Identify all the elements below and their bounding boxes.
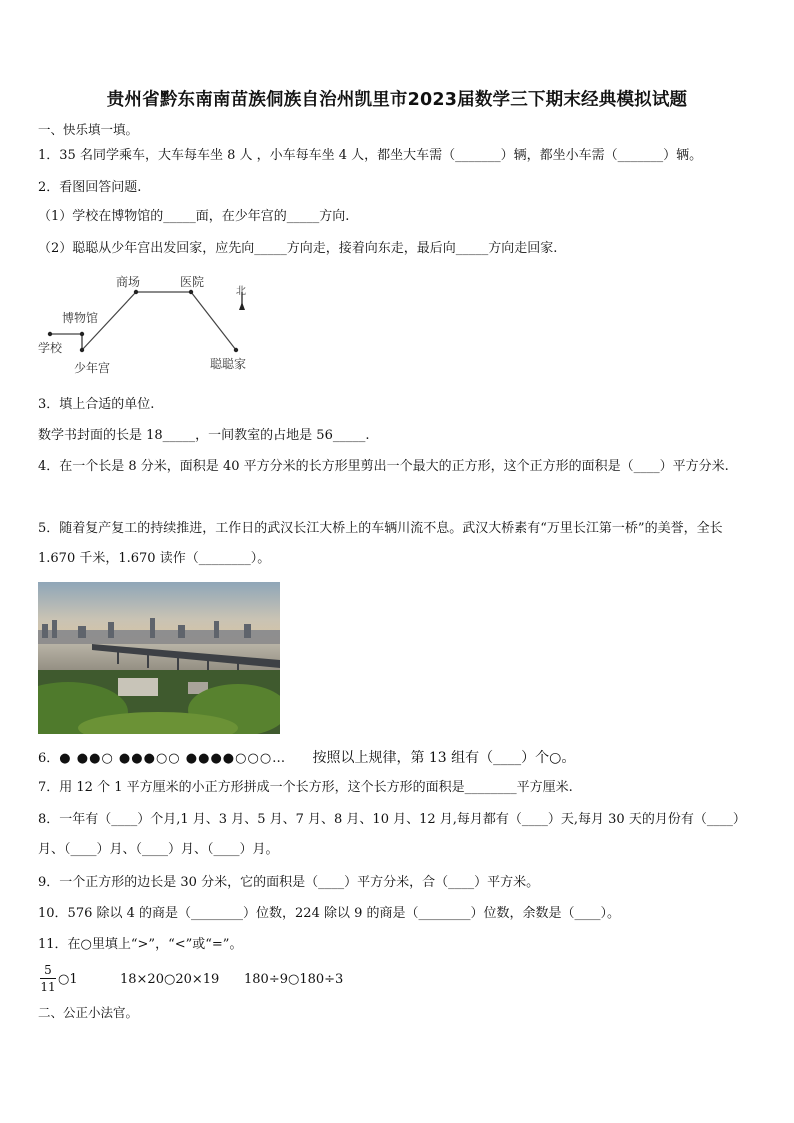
bridge-photo	[38, 582, 280, 734]
compare-c: 180÷9○180÷3	[244, 972, 344, 987]
map-label-youth-palace: 少年宫	[74, 361, 111, 375]
map-label-home: 聪聪家	[210, 357, 247, 371]
map-label-north: 北	[236, 286, 246, 297]
route-map	[36, 272, 266, 384]
fraction-5-11	[40, 963, 56, 994]
question-10: 10．576 除以 4 的商是（________）位数，224 除以 9 的商是（________）位数，余数是（____）。	[38, 906, 621, 921]
map-route-line-main	[82, 292, 236, 350]
fraction-denominator: 11	[40, 980, 56, 994]
section-1-heading: 一、快乐填一填。	[38, 122, 139, 137]
page-title: 贵州省黔东南南苗族侗族自治州凯里市2023届数学三下期末经典模拟试题	[106, 90, 688, 110]
home-point	[234, 348, 238, 352]
question-4: 4．在一个长是 8 分米，面积是 40 平方分米的长方形里剪出一个最大的正方形，这个正方形的面积是（____）平方分米.	[38, 459, 729, 474]
map-label-hospital: 医院	[180, 275, 205, 289]
question-6	[38, 750, 575, 767]
north-arrow-icon	[236, 285, 246, 310]
question-3-text: 数学书封面的长是 18_____，一间教室的占地是 56_____.	[38, 428, 370, 443]
map-label-school: 学校	[38, 341, 63, 355]
question-2-part-2: （2）聪聪从少年宫出发回家，应先向_____方向走，接着向东走，最后向_____方向走回家.	[38, 241, 558, 256]
question-7: 7．用 12 个 1 平方厘米的小正方形拼成一个长方形，这个长方形的面积是________平方厘米.	[38, 780, 573, 795]
compare-b: 18×20○20×19	[120, 972, 220, 987]
fraction-numerator: 5	[44, 963, 52, 977]
question-2-part-1: （1）学校在博物馆的_____面，在少年宫的_____方向.	[38, 209, 350, 224]
youth-palace-point	[80, 348, 84, 352]
question-11: 11．在○里填上“>”，“<”或“=”。	[38, 937, 243, 952]
question-8: 8．一年有（____）个月,1 月、3 月、5 月、7 月、8 月、10 月、12 月,每月都有（____）天,每月 30 天的月份有（____）月、（____）月、（____）月、（____）月。	[38, 812, 746, 857]
hospital-point	[189, 290, 193, 294]
section-2-heading: 二、公正小法官。	[38, 1005, 139, 1020]
map-label-museum: 博物馆	[62, 311, 99, 325]
question-2: 2．看图回答问题.	[38, 180, 142, 195]
market-point	[134, 290, 138, 294]
question-3: 3．填上合适的单位.	[38, 397, 155, 412]
question-6-label: 6．	[38, 751, 60, 766]
question-6-pattern: ● ●●○ ●●●○○ ●●●●○○○…	[59, 751, 287, 766]
question-6-text: 按照以上规律，第 13 组有（____）个○。	[312, 750, 576, 766]
fraction-bar	[40, 978, 56, 979]
question-1: 1．35 名同学乘车，大车每车坐 8 人 ，小车每车坐 4 人，都坐大车需（_______）辆，都坐小车需（_______）辆。	[38, 148, 703, 163]
school-point	[48, 332, 52, 336]
museum-point	[80, 332, 84, 336]
compare-a: ○1	[58, 972, 78, 987]
map-label-market: 商场	[116, 275, 141, 289]
question-5: 5．随着复产复工的持续推进，工作日的武汉长江大桥上的车辆川流不息。武汉大桥素有“万里长江第一桥”的美誉，全长1.670 千米，1.670 读作（________）。	[38, 521, 723, 566]
question-9: 9．一个正方形的边长是 30 分米，它的面积是（____）平方分米，合（____）平方米。	[38, 875, 540, 890]
